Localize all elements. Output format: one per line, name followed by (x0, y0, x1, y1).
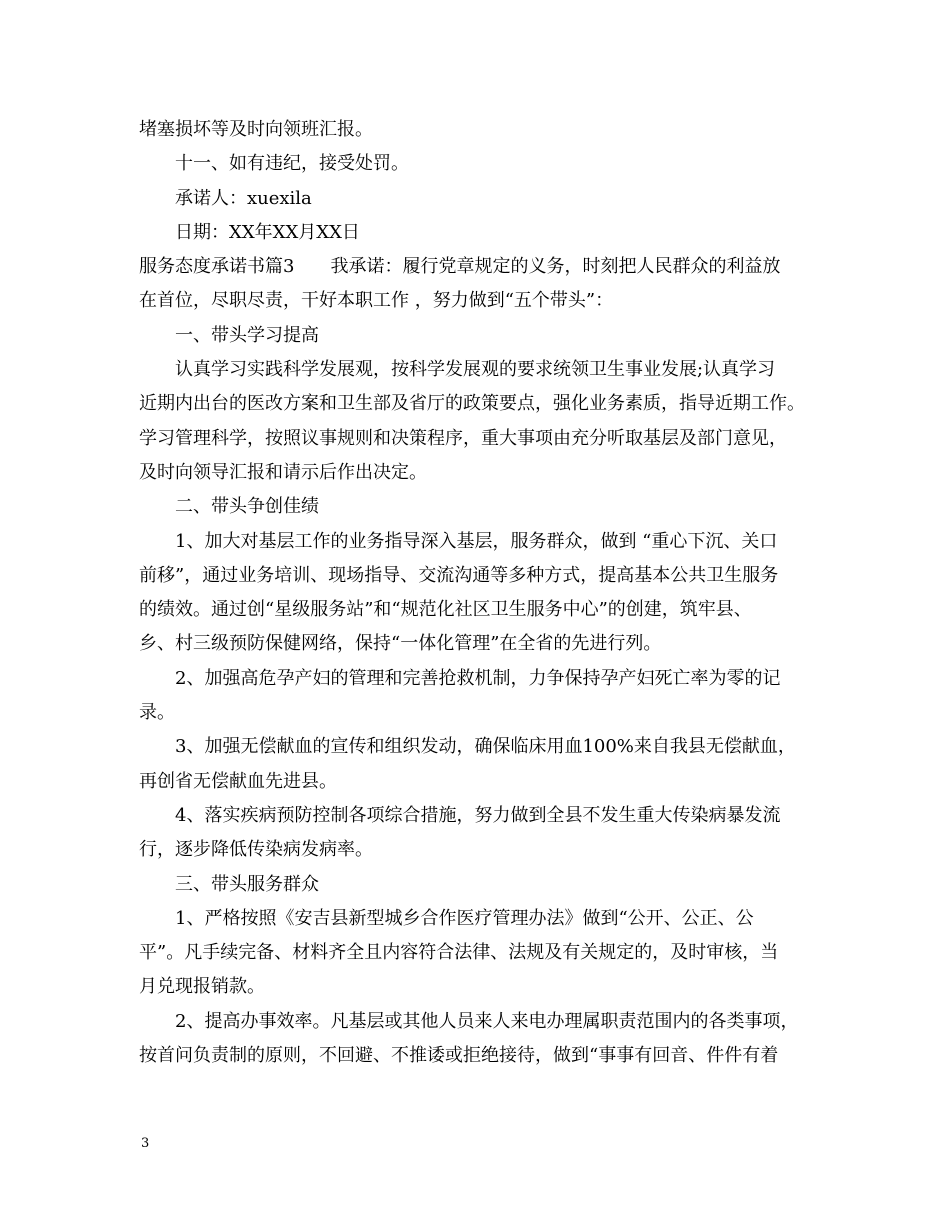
text-line: 乡、村三级预防保健网络，保持“一体化管理”在全省的先进行列。 (139, 633, 662, 655)
text-line: 前移”，通过业务培训、现场指导、交流沟通等多种方式，提高基本公共卫生服务 (139, 564, 779, 586)
text-line: 录。 (139, 702, 175, 724)
text-line: 1、加大对基层工作的业务指导深入基层，服务群众，做到 “重心下沉、关口 (175, 530, 778, 552)
heading-3: 三、带头服务群众 (175, 873, 319, 895)
text-line: 学习管理科学，按照议事规则和决策程序，重大事项由充分听取基层及部门意见， (139, 427, 787, 449)
text-line: 2、加强高危孕产妇的管理和完善抢救机制，力争保持孕产妇死亡率为零的记 (175, 667, 781, 689)
text-line: 1、严格按照《安吉县新型城乡合作医疗管理办法》做到“公开、公正、公 (175, 907, 754, 929)
text-line: 2、提高办事效率。凡基层或其他人员来人来电办理属职责范围内的各类事项， (175, 1010, 799, 1032)
signatory-line: 承诺人：xuexila (175, 187, 312, 209)
text-line: 的绩效。通过创“星级服务站”和“规范化社区卫生服务中心”的创建，筑牢县、 (139, 599, 752, 621)
document-body (139, 113, 829, 1073)
text-line: 认真学习实践科学发展观，按科学发展观的要求统领卫生事业发展;认真学习 (175, 359, 776, 381)
text-line: 月兑现报销款。 (139, 976, 265, 998)
text-line: 近期内出台的医改方案和卫生部及省厅的政策要点，强化业务素质，指导近期工作。 (139, 393, 805, 415)
text-line: 在首位，尽职尽责，干好本职工作 ，努力做到“五个带头”： (139, 290, 614, 312)
heading-1: 一、带头学习提高 (175, 324, 319, 346)
text-line: 十一、如有违纪，接受处罚。 (175, 153, 409, 175)
text-line: 行，逐步降低传染病发病率。 (139, 839, 373, 861)
text-line: 堵塞损坏等及时向领班汇报。 (139, 119, 373, 140)
page-number: 3 (141, 1136, 150, 1151)
text-line: 4、落实疾病预防控制各项综合措施，努力做到全县不发生重大传染病暴发流 (175, 804, 781, 826)
section-title-line: 服务态度承诺书篇3 我承诺：履行党章规定的义务，时刻把人民群众的利益放 (139, 256, 781, 278)
text-line: 及时向领导汇报和请示后作出决定。 (139, 461, 427, 483)
heading-2: 二、带头争创佳绩 (175, 496, 319, 518)
text-line: 按首问负责制的原则，不回避、不推诿或拒绝接待，做到“事事有回音、件件有着 (139, 1045, 779, 1067)
date-line: 日期：XX年XX月XX日 (175, 221, 360, 243)
text-line: 再创省无偿献血先进县。 (139, 770, 337, 792)
text-line: 3、加强无偿献血的宣传和组织发动，确保临床用血100%来自我县无偿献血， (175, 736, 796, 758)
text-line: 平”。凡手续完备、材料齐全且内容符合法律、法规及有关规定的，及时审核，当 (139, 942, 779, 964)
